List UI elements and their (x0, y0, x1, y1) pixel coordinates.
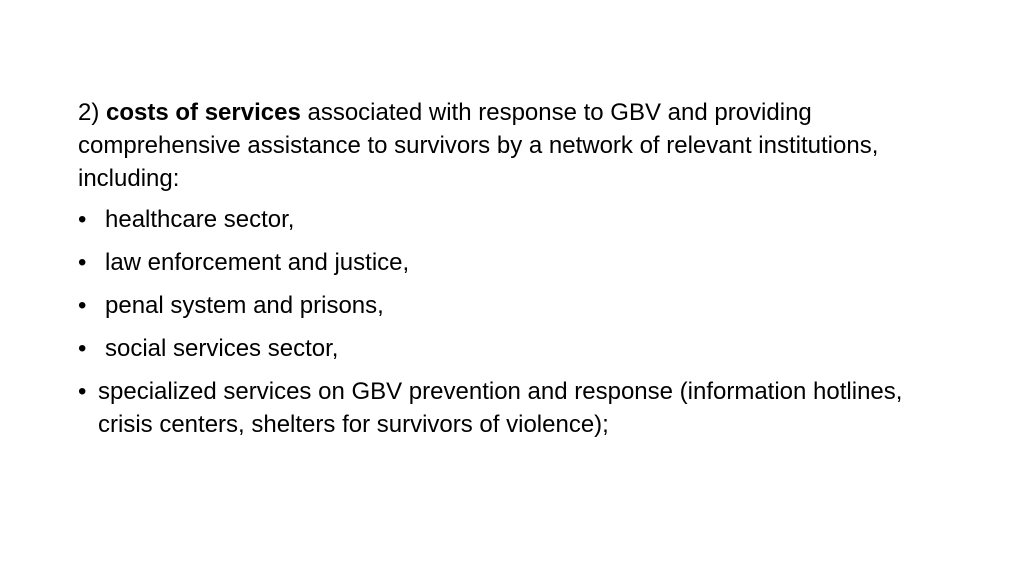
slide-body (78, 96, 948, 451)
list-item-text: healthcare sector, (105, 206, 295, 233)
list-item (78, 375, 948, 441)
bullet-list (78, 203, 948, 441)
list-item-text: penal system and prisons, (105, 292, 384, 319)
list-item (78, 203, 948, 236)
bullet-icon: • (78, 206, 87, 233)
bullet-icon: • (78, 378, 87, 405)
list-item-text: social services sector, (105, 335, 339, 362)
bold-term: costs of services (106, 99, 301, 126)
list-item-text: law enforcement and justice, (105, 249, 410, 276)
bullet-icon: • (78, 335, 87, 362)
bullet-icon: • (78, 249, 87, 276)
list-item (78, 246, 948, 279)
bullet-icon: • (78, 292, 87, 319)
list-item-text: specialized services on GBV prevention and response (information hotlines, crisis centers, shelters for survivors of violence); (98, 378, 903, 438)
intro-paragraph (78, 96, 948, 195)
item-number: 2) (78, 99, 100, 126)
list-item (78, 332, 948, 365)
list-item (78, 289, 948, 322)
intro-text: associated with response to GBV and providing comprehensive assistance to survivors by a network of relevant institutions, including: (78, 99, 879, 192)
